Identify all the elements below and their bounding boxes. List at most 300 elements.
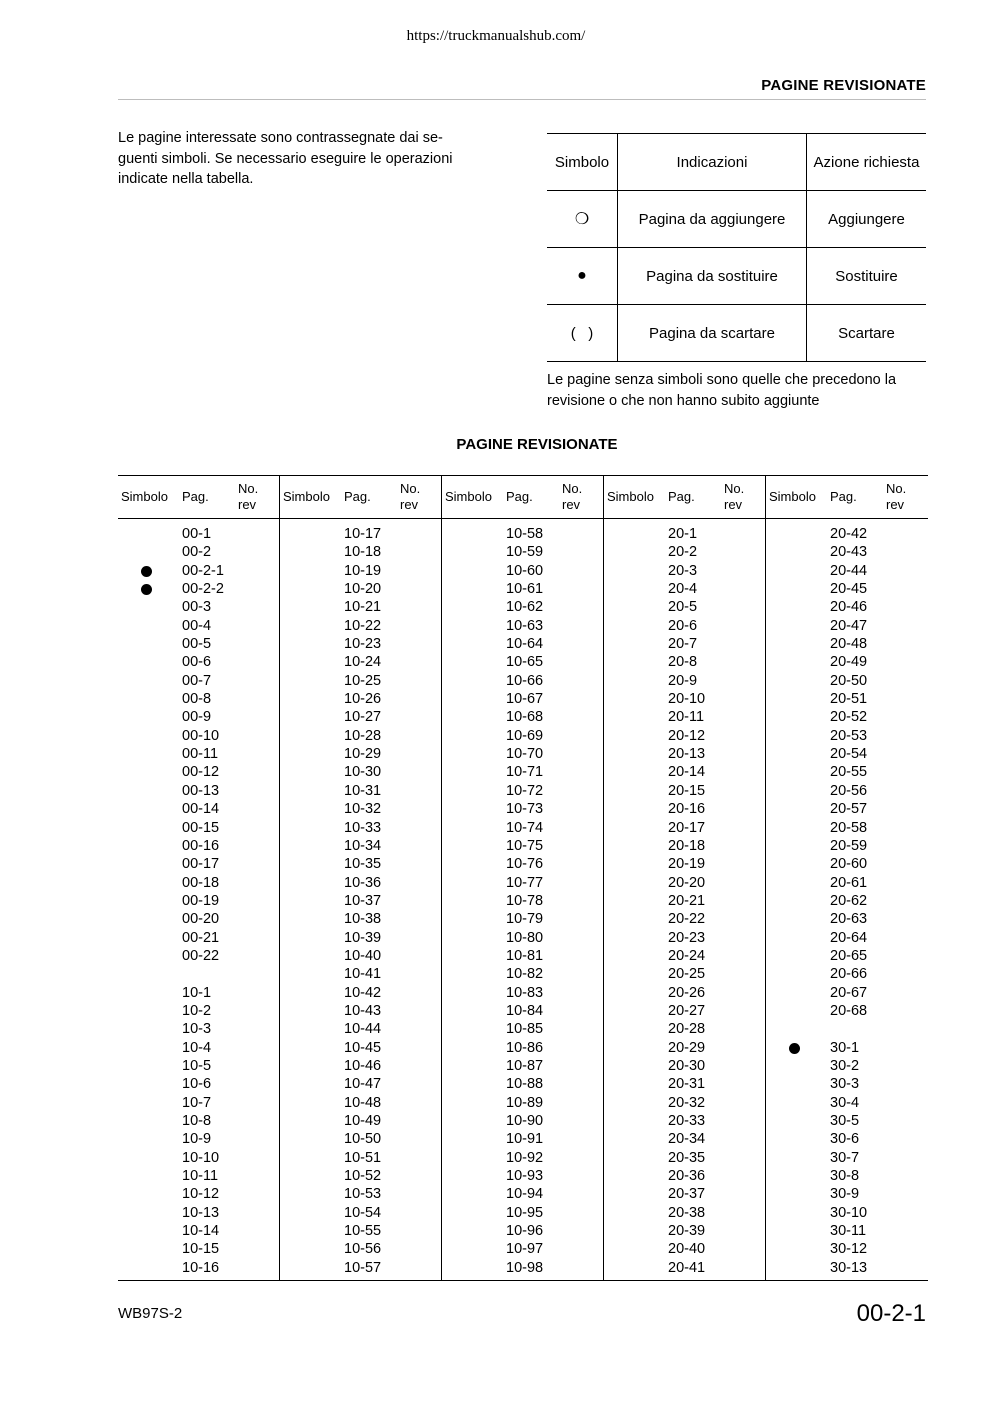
table-row	[766, 653, 928, 671]
page-number: 20-52	[830, 709, 868, 726]
table-row	[604, 617, 766, 635]
page-number: 10-57	[344, 1259, 382, 1276]
page-number: 00-14	[182, 801, 220, 818]
table-row	[118, 690, 280, 708]
page-number: 20-61	[830, 874, 868, 891]
table-row	[280, 727, 442, 745]
table-row	[442, 763, 604, 781]
page-number: 30-5	[830, 1113, 860, 1129]
table-row	[604, 598, 766, 616]
page-number: 10-24	[344, 654, 382, 671]
table-row	[604, 929, 766, 947]
table-row	[604, 984, 766, 1002]
table-row	[766, 837, 928, 855]
table-row	[280, 874, 442, 892]
page-number: 10-37	[344, 892, 382, 909]
page-number: 10-96	[506, 1223, 544, 1240]
table-row	[442, 782, 604, 800]
table-row	[766, 1112, 928, 1130]
page-number: 10-32	[344, 801, 382, 818]
table-row	[118, 1020, 280, 1038]
page-number: 10-50	[344, 1131, 382, 1148]
column-header	[280, 476, 442, 518]
page-number: 20-21	[668, 892, 706, 909]
header-symbol: Simbolo	[445, 489, 492, 504]
column-rows	[766, 525, 928, 1277]
table-row	[118, 562, 280, 580]
legend-header-action: Azione richiesta	[807, 134, 927, 191]
column-rows	[442, 525, 604, 1277]
page-number: 20-51	[830, 691, 868, 708]
page-number: 20-53	[830, 727, 868, 744]
page-number: 10-17	[344, 526, 382, 542]
table-row	[766, 543, 928, 561]
table-row	[118, 525, 280, 543]
table-row	[604, 1057, 766, 1075]
header-symbol: Simbolo	[769, 489, 816, 504]
table-row	[766, 855, 928, 873]
header-rev	[724, 481, 744, 513]
hollow-circle-icon: ❍	[547, 191, 618, 248]
header-rule	[118, 99, 926, 100]
table-row	[280, 1039, 442, 1057]
header-page: Pag.	[506, 489, 533, 504]
page-number: 20-34	[668, 1131, 706, 1148]
table-row	[118, 984, 280, 1002]
page-number: 10-15	[182, 1241, 220, 1258]
page-number: 20-20	[668, 874, 706, 891]
page-number: 00-8	[182, 691, 212, 708]
table-row	[604, 653, 766, 671]
table-row	[280, 635, 442, 653]
table-row	[442, 1057, 604, 1075]
page-number: 10-38	[344, 911, 382, 928]
table-row	[442, 1075, 604, 1093]
page-number: 10-23	[344, 636, 382, 653]
page-number: 10-9	[182, 1131, 212, 1148]
table-row	[604, 1112, 766, 1130]
table-row	[118, 965, 280, 983]
table-row	[766, 819, 928, 837]
header-rev	[562, 481, 582, 513]
page-number: 10-30	[344, 764, 382, 781]
page-number: 10-59	[506, 544, 544, 561]
table-row	[118, 727, 280, 745]
table-row	[766, 1075, 928, 1093]
header-rev	[886, 481, 906, 513]
page-number: 10-14	[182, 1223, 220, 1240]
table-row	[118, 837, 280, 855]
table-row	[766, 1185, 928, 1203]
table-row	[118, 874, 280, 892]
table-row	[118, 1094, 280, 1112]
table-row	[280, 1002, 442, 1020]
table-row	[766, 1020, 928, 1038]
table-row	[766, 984, 928, 1002]
page-number: 10-49	[344, 1113, 382, 1129]
page-number: 10-60	[506, 562, 544, 579]
page-number: 10-40	[344, 947, 382, 964]
table-row	[442, 1259, 604, 1277]
page-number: 10-65	[506, 654, 544, 671]
table-row	[442, 1112, 604, 1130]
page-number: 20-43	[830, 544, 868, 561]
page-number: 20-25	[668, 966, 706, 983]
page-number: 20-1	[668, 526, 698, 542]
column-rows	[604, 525, 766, 1277]
intro-line: guenti simboli. Se necessario eseguire le operazioni	[118, 150, 453, 167]
page-number: 20-59	[830, 837, 868, 854]
legend-header-symbol: Simbolo	[547, 134, 618, 191]
table-row	[118, 617, 280, 635]
table-row	[604, 1094, 766, 1112]
page-number: 10-21	[344, 599, 382, 616]
page-number: 10-58	[506, 526, 544, 542]
page-number: 20-29	[668, 1039, 706, 1056]
page-number: 10-84	[506, 1002, 544, 1019]
page-number: 20-17	[668, 819, 706, 836]
table-row	[280, 800, 442, 818]
page-number: 20-18	[668, 837, 706, 854]
table-row	[280, 837, 442, 855]
table-row	[442, 800, 604, 818]
page-number: 00-12	[182, 764, 220, 781]
table-row	[442, 874, 604, 892]
page-number: 20-10	[668, 691, 706, 708]
table-row	[604, 708, 766, 726]
table-row	[442, 727, 604, 745]
table-row	[442, 1149, 604, 1167]
page-number: 10-31	[344, 782, 382, 799]
page-number: 10-28	[344, 727, 382, 744]
page-number: 10-89	[506, 1094, 544, 1111]
page-number: 20-7	[668, 636, 698, 653]
table-row	[280, 690, 442, 708]
page-number: 20-48	[830, 636, 868, 653]
page-number: 20-50	[830, 672, 868, 689]
page-number: 00-13	[182, 782, 220, 799]
table-row	[442, 892, 604, 910]
table-bottom-rule	[118, 1280, 928, 1281]
table-row	[442, 525, 604, 543]
table-row	[766, 1167, 928, 1185]
table-row	[118, 1002, 280, 1020]
table-row	[604, 874, 766, 892]
column-header	[766, 476, 928, 518]
table-row	[442, 635, 604, 653]
parentheses-icon: ( )	[547, 305, 618, 362]
page-number: 20-14	[668, 764, 706, 781]
page-number: 20-46	[830, 599, 868, 616]
table-row	[766, 874, 928, 892]
page-number: 10-78	[506, 892, 544, 909]
table-row	[118, 1149, 280, 1167]
page-number: 10-70	[506, 746, 544, 763]
revised-pages-column	[118, 476, 280, 1280]
table-row	[280, 1204, 442, 1222]
revised-pages-column	[280, 476, 442, 1280]
page-number: 10-10	[182, 1149, 220, 1166]
table-row	[280, 892, 442, 910]
page-number: 20-5	[668, 599, 698, 616]
page-number: 10-51	[344, 1149, 382, 1166]
page-number: 10-80	[506, 929, 544, 946]
page-number: 10-97	[506, 1241, 544, 1258]
table-row	[766, 727, 928, 745]
table-row	[604, 690, 766, 708]
page-number: 00-10	[182, 727, 220, 744]
page-number: 20-62	[830, 892, 868, 909]
page-number: 00-1	[182, 526, 212, 542]
header-page: Pag.	[344, 489, 371, 504]
page-number: 10-33	[344, 819, 382, 836]
page-number: 20-4	[668, 581, 698, 598]
table-row	[766, 1057, 928, 1075]
table-row	[442, 1130, 604, 1148]
table-row	[442, 819, 604, 837]
table-row	[442, 653, 604, 671]
page-number: 20-8	[668, 654, 698, 671]
table-row	[118, 929, 280, 947]
table-row	[604, 910, 766, 928]
page-number: 20-22	[668, 911, 706, 928]
table-row	[766, 1204, 928, 1222]
page-number: 10-79	[506, 911, 544, 928]
page-number: 10-53	[344, 1186, 382, 1203]
source-url[interactable]: https://truckmanualshub.com/	[406, 28, 586, 44]
table-row	[604, 800, 766, 818]
table-row	[442, 1094, 604, 1112]
table-row	[604, 562, 766, 580]
page-number: 20-13	[668, 746, 706, 763]
page-number: 10-13	[182, 1204, 220, 1221]
table-row	[604, 745, 766, 763]
page-number: 10-16	[182, 1259, 220, 1276]
table-row	[280, 763, 442, 781]
table-row	[766, 1002, 928, 1020]
table-row	[280, 1094, 442, 1112]
intro-line: indicate nella tabella.	[118, 171, 254, 187]
table-row	[766, 580, 928, 598]
page-number: 10-66	[506, 672, 544, 689]
page-number: 00-20	[182, 911, 220, 928]
table-row	[604, 947, 766, 965]
table-row	[442, 672, 604, 690]
page-number: 20-9	[668, 672, 698, 689]
page-number: 10-94	[506, 1186, 544, 1203]
table-row	[280, 1167, 442, 1185]
page-number: 20-68	[830, 1002, 868, 1019]
page-number: 10-20	[344, 581, 382, 598]
page-number: 10-76	[506, 856, 544, 873]
legend-indication: Pagina da scartare	[618, 305, 807, 362]
table-row	[442, 1167, 604, 1185]
page-number: 20-60	[830, 856, 868, 873]
legend-header-row	[547, 134, 926, 191]
legend-action: Scartare	[807, 305, 927, 362]
table-row	[280, 1112, 442, 1130]
symbol-legend-table	[547, 133, 926, 362]
table-row	[118, 653, 280, 671]
table-row	[604, 727, 766, 745]
page-number: 10-26	[344, 691, 382, 708]
page-number: 10-5	[182, 1057, 212, 1074]
table-row	[766, 1094, 928, 1112]
table-row	[118, 800, 280, 818]
table-row	[280, 525, 442, 543]
table-row	[118, 635, 280, 653]
table-row	[766, 598, 928, 616]
page-number: 20-3	[668, 562, 698, 579]
filled-circle-icon	[141, 584, 152, 595]
filled-circle-icon: ●	[547, 248, 618, 305]
table-row	[442, 837, 604, 855]
table-row	[442, 598, 604, 616]
table-row	[442, 929, 604, 947]
table-row	[118, 819, 280, 837]
table-row	[280, 929, 442, 947]
page-number: 00-5	[182, 636, 212, 653]
header-rev-line1: No.	[724, 481, 745, 496]
table-row	[118, 1259, 280, 1277]
table-row	[118, 1222, 280, 1240]
page-number: 00-22	[182, 947, 220, 964]
table-row	[280, 1240, 442, 1258]
table-row	[604, 1185, 766, 1203]
table-row	[118, 598, 280, 616]
table-row	[118, 580, 280, 598]
page-number: 30-11	[830, 1223, 867, 1240]
table-row	[442, 1185, 604, 1203]
table-row	[604, 525, 766, 543]
page-number: 10-19	[344, 562, 382, 579]
page-number: 10-92	[506, 1149, 544, 1166]
intro-paragraph	[118, 128, 478, 190]
header-rev-line1: No.	[400, 481, 421, 496]
legend-note-line: revisione o che non hanno subito aggiunte	[547, 392, 820, 409]
page-number: 20-55	[830, 764, 868, 781]
legend-action: Aggiungere	[807, 191, 927, 248]
table-row	[280, 984, 442, 1002]
page-number: 10-52	[344, 1168, 382, 1185]
header-rev-line2: rev	[886, 497, 905, 512]
table-row	[604, 672, 766, 690]
table-row	[442, 617, 604, 635]
page-number: 20-47	[830, 617, 868, 634]
page-number: 20-30	[668, 1057, 706, 1074]
header-rev-line2: rev	[562, 497, 581, 512]
page-number: 20-31	[668, 1076, 706, 1093]
page-number: 20-40	[668, 1241, 706, 1258]
page-number: 10-91	[506, 1131, 544, 1148]
table-row	[604, 543, 766, 561]
table-row	[118, 910, 280, 928]
page-number: 20-2	[668, 544, 698, 561]
table-row	[280, 653, 442, 671]
table-row	[766, 525, 928, 543]
table-row	[604, 1149, 766, 1167]
page-number: 20-45	[830, 581, 868, 598]
page-number: 00-2-1	[182, 562, 224, 579]
table-row	[766, 1149, 928, 1167]
legend-note-line: Le pagine senza simboli sono quelle che precedono la	[547, 372, 897, 388]
table-row	[280, 708, 442, 726]
table-row	[766, 1222, 928, 1240]
table-row	[442, 1002, 604, 1020]
table-row	[442, 1240, 604, 1258]
page-number: 10-87	[506, 1057, 544, 1074]
page-number: 10-86	[506, 1039, 544, 1056]
table-row	[118, 763, 280, 781]
table-row	[604, 763, 766, 781]
table-row	[442, 543, 604, 561]
header-symbol: Simbolo	[283, 489, 330, 504]
table-row	[280, 1222, 442, 1240]
page-header-title: PAGINE REVISIONATE	[761, 77, 926, 94]
page-number: 10-74	[506, 819, 544, 836]
page-number: 10-42	[344, 984, 382, 1001]
table-row	[280, 855, 442, 873]
table-row	[118, 1039, 280, 1057]
page-number: 30-8	[830, 1168, 860, 1185]
table-row	[280, 562, 442, 580]
legend-row	[547, 305, 926, 362]
page-number: 10-98	[506, 1259, 544, 1276]
page-number: 20-11	[668, 709, 705, 726]
table-row	[118, 1112, 280, 1130]
page-number: 20-56	[830, 782, 868, 799]
page-number: 20-15	[668, 782, 706, 799]
page-number: 10-6	[182, 1076, 212, 1093]
revised-pages-column	[766, 476, 928, 1280]
page-number: 20-27	[668, 1002, 706, 1019]
header-page: Pag.	[668, 489, 695, 504]
page-number: 10-63	[506, 617, 544, 634]
table-row	[118, 672, 280, 690]
page-number: 10-1	[182, 984, 212, 1001]
header-rev-line1: No.	[886, 481, 907, 496]
page-number: 20-41	[668, 1259, 706, 1276]
page-number: 30-9	[830, 1186, 860, 1203]
revised-pages-column	[604, 476, 766, 1280]
page-number: 10-77	[506, 874, 544, 891]
page-number: 10-18	[344, 544, 382, 561]
table-row	[766, 892, 928, 910]
table-row	[766, 782, 928, 800]
table-row	[118, 1185, 280, 1203]
page-number: 10-46	[344, 1057, 382, 1074]
table-row	[118, 782, 280, 800]
table-row	[280, 910, 442, 928]
page-number: 10-90	[506, 1113, 544, 1129]
table-row	[604, 1020, 766, 1038]
table-row	[118, 543, 280, 561]
page-number: 10-73	[506, 801, 544, 818]
legend-header-indication: Indicazioni	[618, 134, 807, 191]
page-number: 20-26	[668, 984, 706, 1001]
table-row	[280, 1057, 442, 1075]
page-number: 10-39	[344, 929, 382, 946]
table-row	[280, 1259, 442, 1277]
page-number: 20-54	[830, 746, 868, 763]
table-row	[766, 910, 928, 928]
table-row	[604, 1167, 766, 1185]
page-number: 10-36	[344, 874, 382, 891]
page-number: 30-12	[830, 1241, 868, 1258]
page-number: 10-2	[182, 1002, 212, 1019]
table-row	[280, 1130, 442, 1148]
table-row	[766, 617, 928, 635]
